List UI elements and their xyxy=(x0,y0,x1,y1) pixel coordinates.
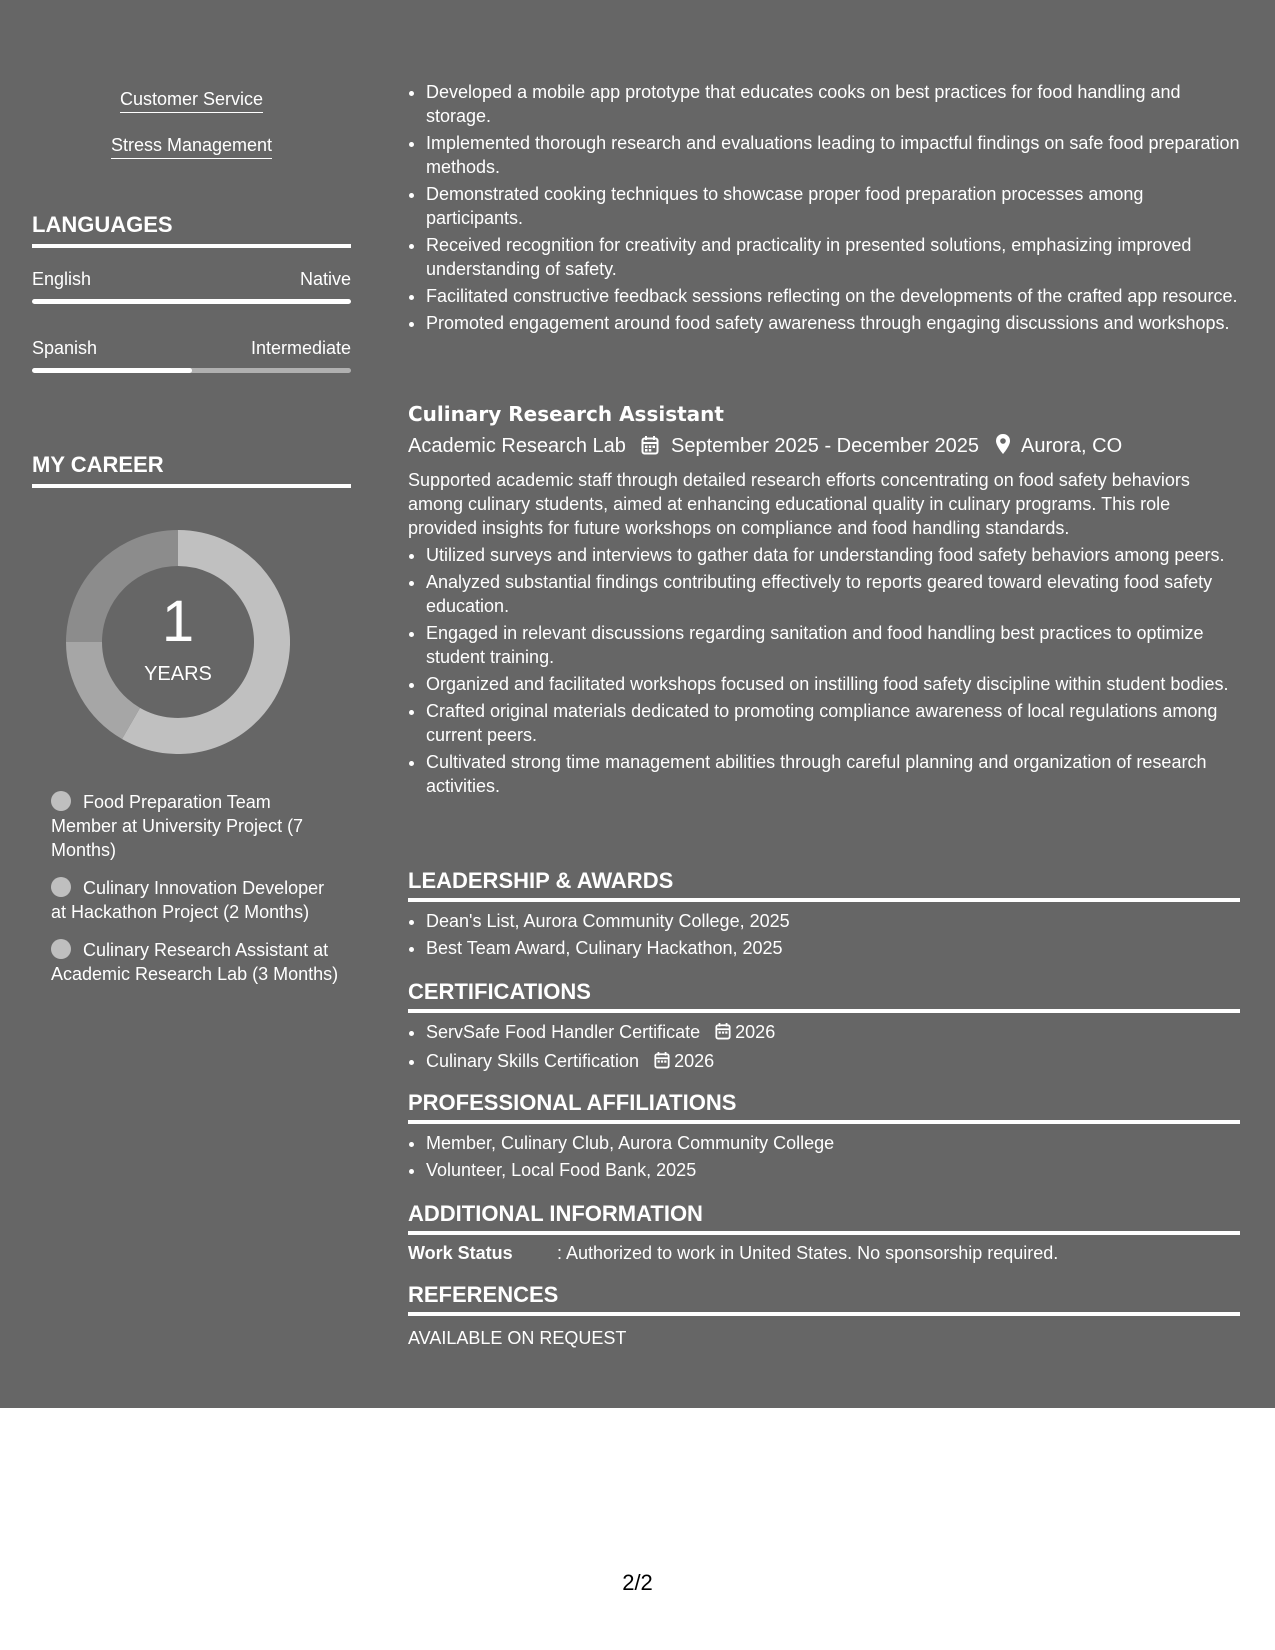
bullet-item: • Developed a mobile app prototype that educates cooks on best practices for food handling and storage. xyxy=(426,80,1240,128)
previous-job-bullets xyxy=(408,80,1240,338)
bullet-item: • Promoted engagement around food safety awareness through engaging discussions and workshops. xyxy=(426,311,1240,335)
certification-item xyxy=(426,1049,1240,1075)
work-status-label: Work Status xyxy=(408,1243,513,1263)
career-dot-icon xyxy=(51,939,71,959)
location-pin-icon xyxy=(995,433,1011,462)
language-bar-fill xyxy=(32,299,351,304)
job-bullets xyxy=(408,543,1240,801)
career-dot-icon xyxy=(51,877,71,897)
language-name: English xyxy=(32,269,92,289)
job-title: Culinary Research Assistant xyxy=(408,402,724,426)
language-bar xyxy=(32,368,351,373)
awards-heading: LEADERSHIP & AWARDS xyxy=(408,868,1240,902)
certification-year: 2026 xyxy=(735,1022,776,1042)
bullet-item: • Cultivated strong time management abilities through careful planning and organization of research activities. xyxy=(426,750,1240,798)
job-description: Supported academic staff through detailed research efforts concentrating on food safety behaviors among culinary students, aimed at enhancing educational quality in culinary programs. This role provided insights for future workshops on compliance and food handling standards. xyxy=(408,470,1190,538)
career-total: 1 xyxy=(161,589,195,654)
language-row xyxy=(32,268,351,290)
awards-list xyxy=(408,909,1240,963)
career-item: Culinary Research Assistant at Academic Research Lab (3 Months) xyxy=(51,940,339,984)
career-heading: MY CAREER xyxy=(32,452,351,488)
job-meta xyxy=(408,433,1122,462)
award-item: • Best Team Award, Culinary Hackathon, 2025 xyxy=(426,936,1240,960)
bullet-item: • Engaged in relevant discussions regarding sanitation and food handling best practices to optimize student training. xyxy=(426,621,1240,669)
career-item: Culinary Innovation Developer at Hackathon Project (2 Months) xyxy=(51,878,325,922)
references-heading: REFERENCES xyxy=(408,1282,1240,1316)
work-status-row xyxy=(408,1241,1240,1265)
references-text: AVAILABLE ON REQUEST xyxy=(408,1328,627,1348)
bullet-item: • Organized and facilitated workshops focused on instilling food safety discipline within student bodies. xyxy=(426,672,1240,696)
language-row xyxy=(32,337,351,359)
career-list xyxy=(51,790,341,1000)
skill-item: Stress Management xyxy=(32,134,351,159)
career-donut xyxy=(66,530,290,754)
job-company: Academic Research Lab xyxy=(408,435,626,457)
bullet-item: • Facilitated constructive feedback sessions reflecting on the developments of the crafted app resource. xyxy=(426,284,1240,308)
certification-item xyxy=(426,1020,1240,1046)
award-item: • Dean's List, Aurora Community College, 2025 xyxy=(426,909,1240,933)
bullet-item: • Received recognition for creativity and practicality in presented solutions, emphasizing improved understanding of safety. xyxy=(426,233,1240,281)
career-unit: YEARS xyxy=(144,663,212,685)
calendar-icon xyxy=(715,1022,731,1046)
affiliation-item: • Volunteer, Local Food Bank, 2025 xyxy=(426,1158,1240,1182)
career-dot-icon xyxy=(51,791,71,811)
job-location: Aurora, CO xyxy=(1021,435,1123,457)
language-level: Native xyxy=(299,269,351,289)
work-status-value: : Authorized to work in United States. No sponsorship required. xyxy=(557,1243,1059,1263)
certification-name: Culinary Skills Certification xyxy=(426,1051,640,1071)
language-bar xyxy=(32,299,351,304)
affiliations-list xyxy=(408,1131,1240,1185)
certifications-heading: CERTIFICATIONS xyxy=(408,979,1240,1013)
certification-name: ServSafe Food Handler Certificate xyxy=(426,1022,701,1042)
job-dates: September 2025 - December 2025 xyxy=(671,435,979,457)
languages-heading: LANGUAGES xyxy=(32,212,351,248)
additional-info-heading: ADDITIONAL INFORMATION xyxy=(408,1201,1240,1235)
career-item: Food Preparation Team Member at University Project (7 Months) xyxy=(51,792,304,860)
bullet-item: • Analyzed substantial findings contributing effectively to reports geared toward elevating food safety education. xyxy=(426,570,1240,618)
language-name: Spanish xyxy=(32,338,98,358)
affiliation-item: • Member, Culinary Club, Aurora Community College xyxy=(426,1131,1240,1155)
bullet-item: • Demonstrated cooking techniques to showcase proper food preparation processes among participants. xyxy=(426,182,1240,230)
skill-item: Customer Service xyxy=(32,88,351,113)
affiliations-heading: PROFESSIONAL AFFILIATIONS xyxy=(408,1090,1240,1124)
bullet-item: • Crafted original materials dedicated to promoting compliance awareness of local regulations among current peers. xyxy=(426,699,1240,747)
language-bar-fill xyxy=(32,368,192,373)
bullet-item: • Implemented thorough research and evaluations leading to impactful findings on safe food preparation methods. xyxy=(426,131,1240,179)
calendar-icon xyxy=(654,1051,670,1075)
language-level: Intermediate xyxy=(250,338,351,358)
page-number: 2/2 xyxy=(622,1570,653,1595)
certification-year: 2026 xyxy=(674,1051,715,1071)
bullet-item: • Utilized surveys and interviews to gather data for understanding food safety behaviors among peers. xyxy=(426,543,1240,567)
calendar-icon xyxy=(641,435,659,462)
certifications-list xyxy=(408,1020,1240,1078)
